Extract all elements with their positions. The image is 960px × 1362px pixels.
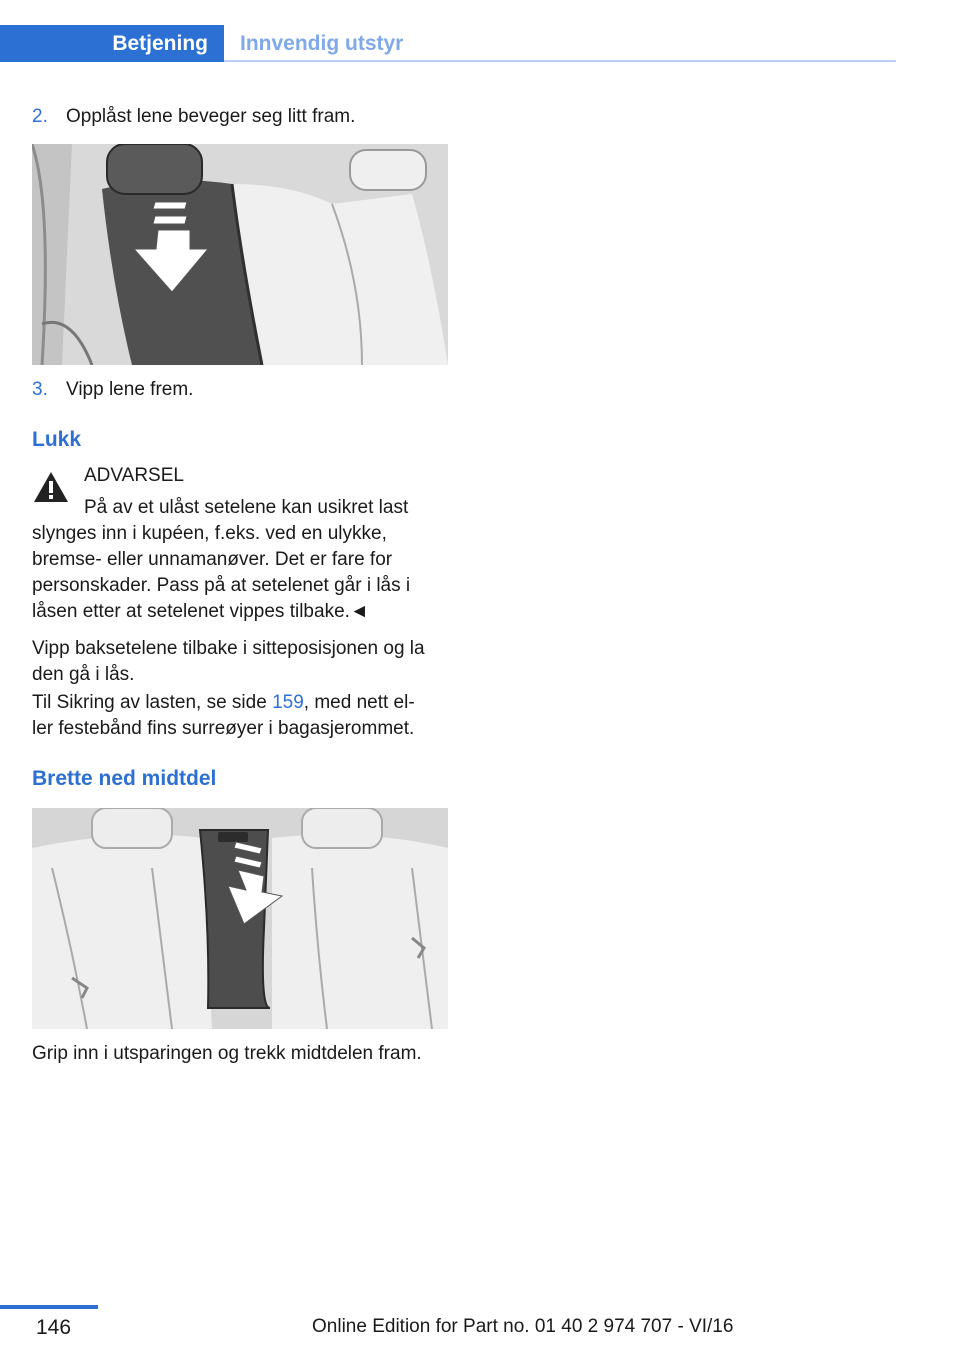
figure-seat-backrest-unlocked — [32, 144, 448, 365]
footer-accent-bar — [0, 1305, 98, 1309]
figure-caption: Grip inn i utsparingen og trekk midtdelen fram. — [32, 1043, 422, 1064]
paragraph-sikring — [32, 690, 452, 742]
paragraph-vipp — [32, 636, 452, 688]
heading-brette-ned-midtdel: Brette ned midtdel — [32, 767, 217, 790]
step-number: 3. — [32, 379, 48, 400]
figure-center-armrest — [32, 808, 448, 1029]
warning-line: På av et ulåst setelene kan usikret last — [84, 497, 409, 518]
ref-suffix: , med nett el- — [303, 692, 415, 713]
heading-lukk: Lukk — [32, 428, 82, 451]
paragraph-line — [32, 690, 452, 716]
page-header — [0, 0, 960, 64]
warning-line: slynges inn i kupéen, f.eks. ved en ulykke, — [32, 523, 387, 544]
step-text: Vipp lene frem. — [66, 379, 194, 400]
step-number: 2. — [32, 106, 48, 127]
ref-prefix: Til Sikring av lasten, se side — [32, 692, 273, 713]
header-divider — [224, 60, 896, 62]
warning-line: personskader. Pass på at setelenet går i lås i — [32, 575, 411, 596]
tab-betjening[interactable]: Betjening — [0, 25, 224, 62]
page-number: 146 — [36, 1316, 72, 1339]
page-link-159[interactable]: 159 — [272, 692, 304, 713]
warning-title: ADVARSEL — [84, 465, 184, 486]
edition-text: Online Edition for Part no. 01 40 2 974 707 - VI/16 — [312, 1316, 734, 1337]
paragraph-line: ler festebånd fins surreøyer i bagasjerommet. — [32, 718, 415, 739]
warning-body — [32, 495, 452, 625]
paragraph-line: den gå i lås. — [32, 664, 135, 685]
paragraph-line: Vipp baksetelene tilbake i sitteposisjonen og la — [32, 638, 425, 659]
tab-innvendig-utstyr[interactable]: Innvendig utstyr — [240, 31, 404, 55]
warning-line: låsen etter at setelenet vippes tilbake.◄ — [32, 601, 369, 622]
step-text: Opplåst lene beveger seg litt fram. — [66, 106, 356, 127]
warning-line: bremse- eller unnamanøver. Det er fare for — [32, 549, 393, 570]
